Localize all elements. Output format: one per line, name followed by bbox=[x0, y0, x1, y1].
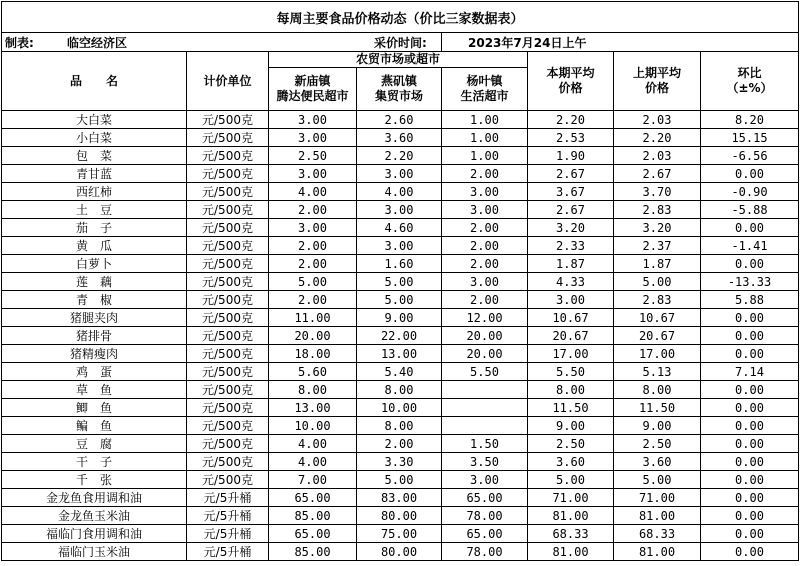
previous-average-cell: 11.50 bbox=[614, 399, 701, 417]
market-3-price-cell: 2.00 bbox=[442, 219, 528, 237]
market-3-price-cell: 5.50 bbox=[442, 363, 528, 381]
header-market-3-line1: 杨叶镇 bbox=[466, 74, 503, 88]
market-3-price-cell: 65.00 bbox=[442, 525, 528, 543]
header-market-2-line2: 集贸市场 bbox=[374, 89, 423, 103]
unit-cell: 元/500克 bbox=[187, 165, 269, 183]
market-2-price-cell: 3.60 bbox=[357, 129, 442, 147]
market-3-price-cell bbox=[442, 381, 528, 399]
change-percent-cell: 0.00 bbox=[701, 327, 799, 345]
change-percent-cell: -13.33 bbox=[701, 273, 799, 291]
market-3-price-cell: 2.00 bbox=[442, 255, 528, 273]
current-average-cell: 68.33 bbox=[528, 525, 614, 543]
item-name-cell: 莲 藕 bbox=[2, 273, 187, 291]
market-3-price-cell: 3.00 bbox=[442, 273, 528, 291]
current-average-cell: 9.00 bbox=[528, 417, 614, 435]
market-2-price-cell: 22.00 bbox=[357, 327, 442, 345]
market-3-price-cell: 1.50 bbox=[442, 435, 528, 453]
table-row bbox=[2, 291, 799, 309]
item-name-cell: 土 豆 bbox=[2, 201, 187, 219]
previous-average-cell: 3.20 bbox=[614, 219, 701, 237]
change-percent-cell: 0.00 bbox=[701, 543, 799, 561]
item-name-cell: 千 张 bbox=[2, 471, 187, 489]
table-body bbox=[2, 111, 799, 561]
market-3-price-cell: 2.00 bbox=[442, 291, 528, 309]
change-percent-cell: 0.00 bbox=[701, 219, 799, 237]
previous-average-cell: 20.67 bbox=[614, 327, 701, 345]
unit-cell: 元/500克 bbox=[187, 309, 269, 327]
market-2-price-cell: 3.30 bbox=[357, 453, 442, 471]
current-average-cell: 5.50 bbox=[528, 363, 614, 381]
item-name-cell: 金龙鱼食用调和油 bbox=[2, 489, 187, 507]
market-2-price-cell: 5.40 bbox=[357, 363, 442, 381]
previous-average-cell: 81.00 bbox=[614, 543, 701, 561]
current-average-cell: 3.00 bbox=[528, 291, 614, 309]
previous-average-cell: 81.00 bbox=[614, 507, 701, 525]
market-2-price-cell: 83.00 bbox=[357, 489, 442, 507]
table-title: 每周主要食品价格动态（价比三家数据表） bbox=[2, 2, 799, 33]
change-percent-cell: 0.00 bbox=[701, 165, 799, 183]
item-name-cell: 茄 子 bbox=[2, 219, 187, 237]
previous-average-cell: 2.67 bbox=[614, 165, 701, 183]
table-row bbox=[2, 327, 799, 345]
collect-time-info bbox=[374, 33, 799, 52]
current-average-cell: 81.00 bbox=[528, 543, 614, 561]
table-row bbox=[2, 489, 799, 507]
market-3-price-cell: 20.00 bbox=[442, 327, 528, 345]
current-average-cell: 2.67 bbox=[528, 165, 614, 183]
item-name-cell: 干 子 bbox=[2, 453, 187, 471]
previous-average-cell: 68.33 bbox=[614, 525, 701, 543]
market-1-price-cell: 7.00 bbox=[269, 471, 357, 489]
change-percent-cell: 0.00 bbox=[701, 255, 799, 273]
change-percent-cell: 0.00 bbox=[701, 525, 799, 543]
market-3-price-cell: 78.00 bbox=[442, 543, 528, 561]
current-average-cell: 2.50 bbox=[528, 435, 614, 453]
market-1-price-cell: 4.00 bbox=[269, 435, 357, 453]
table-row bbox=[2, 255, 799, 273]
unit-cell: 元/5升桶 bbox=[187, 489, 269, 507]
market-1-price-cell: 20.00 bbox=[269, 327, 357, 345]
market-3-price-cell: 1.00 bbox=[442, 111, 528, 129]
table-row bbox=[2, 435, 799, 453]
header-change bbox=[701, 52, 799, 111]
header-market-1-line2: 腾达便民超市 bbox=[276, 89, 349, 103]
unit-cell: 元/500克 bbox=[187, 219, 269, 237]
market-2-price-cell: 3.00 bbox=[357, 201, 442, 219]
unit-cell: 元/500克 bbox=[187, 111, 269, 129]
item-name-cell: 猪排骨 bbox=[2, 327, 187, 345]
unit-cell: 元/5升桶 bbox=[187, 525, 269, 543]
current-average-cell: 2.53 bbox=[528, 129, 614, 147]
market-1-price-cell: 65.00 bbox=[269, 525, 357, 543]
market-1-price-cell: 85.00 bbox=[269, 507, 357, 525]
table-row bbox=[2, 273, 799, 291]
header-market-1-line1: 新庙镇 bbox=[294, 74, 331, 88]
unit-cell: 元/500克 bbox=[187, 327, 269, 345]
item-name-cell: 猪腿夹肉 bbox=[2, 309, 187, 327]
header-current-average bbox=[528, 52, 614, 111]
unit-cell: 元/500克 bbox=[187, 291, 269, 309]
market-1-price-cell: 3.00 bbox=[269, 111, 357, 129]
item-name-cell: 大白菜 bbox=[2, 111, 187, 129]
market-2-price-cell: 80.00 bbox=[357, 543, 442, 561]
previous-average-cell: 5.00 bbox=[614, 471, 701, 489]
market-2-price-cell: 4.00 bbox=[357, 183, 442, 201]
market-1-price-cell: 2.00 bbox=[269, 255, 357, 273]
header-market-group: 农贸市场或超市 bbox=[269, 52, 528, 68]
header-market-2-line1: 燕矶镇 bbox=[380, 74, 417, 88]
table-row bbox=[2, 453, 799, 471]
current-average-cell: 3.20 bbox=[528, 219, 614, 237]
unit-cell: 元/500克 bbox=[187, 363, 269, 381]
item-name-cell: 鸡 蛋 bbox=[2, 363, 187, 381]
market-2-price-cell: 5.00 bbox=[357, 273, 442, 291]
table-row bbox=[2, 543, 799, 561]
market-2-price-cell: 75.00 bbox=[357, 525, 442, 543]
previous-average-cell: 2.50 bbox=[614, 435, 701, 453]
change-percent-cell: 0.00 bbox=[701, 507, 799, 525]
change-percent-cell: 0.00 bbox=[701, 435, 799, 453]
market-1-price-cell: 2.50 bbox=[269, 147, 357, 165]
item-name-cell: 金龙鱼玉米油 bbox=[2, 507, 187, 525]
unit-cell: 元/500克 bbox=[187, 345, 269, 363]
market-1-price-cell: 2.00 bbox=[269, 291, 357, 309]
previous-average-cell: 1.87 bbox=[614, 255, 701, 273]
previous-average-cell: 9.00 bbox=[614, 417, 701, 435]
market-1-price-cell: 10.00 bbox=[269, 417, 357, 435]
item-name-cell: 包 菜 bbox=[2, 147, 187, 165]
unit-cell: 元/500克 bbox=[187, 435, 269, 453]
market-2-price-cell: 5.00 bbox=[357, 291, 442, 309]
unit-cell: 元/500克 bbox=[187, 237, 269, 255]
previous-average-cell: 2.20 bbox=[614, 129, 701, 147]
previous-average-cell: 8.00 bbox=[614, 381, 701, 399]
market-3-price-cell: 1.00 bbox=[442, 147, 528, 165]
change-percent-cell: -6.56 bbox=[701, 147, 799, 165]
market-1-price-cell: 5.60 bbox=[269, 363, 357, 381]
market-3-price-cell bbox=[442, 417, 528, 435]
header-unit: 计价单位 bbox=[187, 52, 269, 111]
current-average-cell: 71.00 bbox=[528, 489, 614, 507]
table-row bbox=[2, 399, 799, 417]
maker-value: 临空经济区 bbox=[67, 35, 128, 50]
change-percent-cell: 0.00 bbox=[701, 309, 799, 327]
current-average-cell: 3.67 bbox=[528, 183, 614, 201]
market-1-price-cell: 18.00 bbox=[269, 345, 357, 363]
current-average-cell: 1.87 bbox=[528, 255, 614, 273]
market-2-price-cell: 10.00 bbox=[357, 399, 442, 417]
header-market-3 bbox=[442, 68, 528, 111]
item-name-cell: 鳊 鱼 bbox=[2, 417, 187, 435]
current-average-cell: 3.60 bbox=[528, 453, 614, 471]
change-percent-cell: 8.20 bbox=[701, 111, 799, 129]
item-name-cell: 福临门玉米油 bbox=[2, 543, 187, 561]
market-2-price-cell: 2.00 bbox=[357, 435, 442, 453]
table-row bbox=[2, 111, 799, 129]
unit-cell: 元/500克 bbox=[187, 255, 269, 273]
current-average-cell: 2.20 bbox=[528, 111, 614, 129]
current-average-cell: 11.50 bbox=[528, 399, 614, 417]
item-name-cell: 福临门食用调和油 bbox=[2, 525, 187, 543]
table-row bbox=[2, 183, 799, 201]
market-3-price-cell: 3.00 bbox=[442, 471, 528, 489]
market-2-price-cell: 4.60 bbox=[357, 219, 442, 237]
change-percent-cell: -1.41 bbox=[701, 237, 799, 255]
header-market-1 bbox=[269, 68, 357, 111]
market-1-price-cell: 5.00 bbox=[269, 273, 357, 291]
current-average-cell: 5.00 bbox=[528, 471, 614, 489]
header-previous-average-line1: 上期平均 bbox=[632, 66, 681, 80]
change-percent-cell: 0.00 bbox=[701, 345, 799, 363]
collect-time-label: 采价时间: bbox=[374, 35, 427, 50]
previous-average-cell: 3.60 bbox=[614, 453, 701, 471]
header-current-average-line1: 本期平均 bbox=[546, 66, 595, 80]
unit-cell: 元/500克 bbox=[187, 273, 269, 291]
market-1-price-cell: 4.00 bbox=[269, 183, 357, 201]
current-average-cell: 10.67 bbox=[528, 309, 614, 327]
market-3-price-cell: 3.00 bbox=[442, 201, 528, 219]
previous-average-cell: 10.67 bbox=[614, 309, 701, 327]
header-change-line1: 环比 bbox=[737, 66, 762, 80]
item-name-cell: 青甘蓝 bbox=[2, 165, 187, 183]
change-percent-cell: 0.00 bbox=[701, 417, 799, 435]
change-percent-cell: -5.88 bbox=[701, 201, 799, 219]
header-previous-average bbox=[614, 52, 701, 111]
table-row bbox=[2, 201, 799, 219]
market-3-price-cell: 20.00 bbox=[442, 345, 528, 363]
market-3-price-cell bbox=[442, 399, 528, 417]
header-name: 品 名 bbox=[2, 52, 187, 111]
table-row bbox=[2, 507, 799, 525]
item-name-cell: 黄 瓜 bbox=[2, 237, 187, 255]
market-1-price-cell: 85.00 bbox=[269, 543, 357, 561]
table-row bbox=[2, 147, 799, 165]
market-1-price-cell: 3.00 bbox=[269, 219, 357, 237]
unit-cell: 元/5升桶 bbox=[187, 543, 269, 561]
change-percent-cell: 15.15 bbox=[701, 129, 799, 147]
unit-cell: 元/500克 bbox=[187, 129, 269, 147]
market-1-price-cell: 11.00 bbox=[269, 309, 357, 327]
market-1-price-cell: 65.00 bbox=[269, 489, 357, 507]
market-2-price-cell: 8.00 bbox=[357, 417, 442, 435]
table-row bbox=[2, 345, 799, 363]
current-average-cell: 4.33 bbox=[528, 273, 614, 291]
table-row bbox=[2, 471, 799, 489]
unit-cell: 元/500克 bbox=[187, 471, 269, 489]
unit-cell: 元/500克 bbox=[187, 381, 269, 399]
change-percent-cell: 0.00 bbox=[701, 453, 799, 471]
header-market-3-line2: 生活超市 bbox=[460, 89, 509, 103]
header-current-average-line2: 价格 bbox=[558, 81, 583, 95]
change-percent-cell: 0.00 bbox=[701, 399, 799, 417]
table-row bbox=[2, 237, 799, 255]
table-row bbox=[2, 219, 799, 237]
item-name-cell: 西红柿 bbox=[2, 183, 187, 201]
current-average-cell: 81.00 bbox=[528, 507, 614, 525]
header-change-line2: （±%） bbox=[726, 81, 773, 95]
table-row bbox=[2, 129, 799, 147]
previous-average-cell: 2.83 bbox=[614, 291, 701, 309]
change-percent-cell: 0.00 bbox=[701, 471, 799, 489]
table-row bbox=[2, 363, 799, 381]
previous-average-cell: 5.00 bbox=[614, 273, 701, 291]
market-2-price-cell: 2.20 bbox=[357, 147, 442, 165]
table-row bbox=[2, 165, 799, 183]
previous-average-cell: 2.37 bbox=[614, 237, 701, 255]
previous-average-cell: 2.03 bbox=[614, 147, 701, 165]
market-3-price-cell: 2.00 bbox=[442, 165, 528, 183]
header-market-2 bbox=[357, 68, 442, 111]
market-1-price-cell: 13.00 bbox=[269, 399, 357, 417]
table-row bbox=[2, 417, 799, 435]
unit-cell: 元/500克 bbox=[187, 399, 269, 417]
market-2-price-cell: 8.00 bbox=[357, 381, 442, 399]
current-average-cell: 1.90 bbox=[528, 147, 614, 165]
unit-cell: 元/500克 bbox=[187, 201, 269, 219]
market-3-price-cell: 1.00 bbox=[442, 129, 528, 147]
current-average-cell: 20.67 bbox=[528, 327, 614, 345]
market-1-price-cell: 2.00 bbox=[269, 237, 357, 255]
item-name-cell: 猪精瘦肉 bbox=[2, 345, 187, 363]
market-3-price-cell: 12.00 bbox=[442, 309, 528, 327]
unit-cell: 元/500克 bbox=[187, 147, 269, 165]
change-percent-cell: -0.90 bbox=[701, 183, 799, 201]
current-average-cell: 2.33 bbox=[528, 237, 614, 255]
change-percent-cell: 0.00 bbox=[701, 489, 799, 507]
unit-cell: 元/500克 bbox=[187, 453, 269, 471]
market-1-price-cell: 3.00 bbox=[269, 165, 357, 183]
market-3-price-cell: 65.00 bbox=[442, 489, 528, 507]
market-2-price-cell: 80.00 bbox=[357, 507, 442, 525]
collect-time-value: 2023年7月24日上午 bbox=[468, 35, 587, 50]
item-name-cell: 青 椒 bbox=[2, 291, 187, 309]
market-3-price-cell: 78.00 bbox=[442, 507, 528, 525]
item-name-cell: 草 鱼 bbox=[2, 381, 187, 399]
previous-average-cell: 2.03 bbox=[614, 111, 701, 129]
market-2-price-cell: 9.00 bbox=[357, 309, 442, 327]
market-1-price-cell: 4.00 bbox=[269, 453, 357, 471]
item-name-cell: 小白菜 bbox=[2, 129, 187, 147]
previous-average-cell: 17.00 bbox=[614, 345, 701, 363]
market-3-price-cell: 2.00 bbox=[442, 237, 528, 255]
current-average-cell: 8.00 bbox=[528, 381, 614, 399]
item-name-cell: 豆 腐 bbox=[2, 435, 187, 453]
change-percent-cell: 5.88 bbox=[701, 291, 799, 309]
change-percent-cell: 0.00 bbox=[701, 381, 799, 399]
unit-cell: 元/500克 bbox=[187, 183, 269, 201]
previous-average-cell: 2.83 bbox=[614, 201, 701, 219]
market-2-price-cell: 1.60 bbox=[357, 255, 442, 273]
market-3-price-cell: 3.50 bbox=[442, 453, 528, 471]
change-percent-cell: 7.14 bbox=[701, 363, 799, 381]
market-2-price-cell: 2.60 bbox=[357, 111, 442, 129]
market-2-price-cell: 3.00 bbox=[357, 165, 442, 183]
price-table bbox=[1, 1, 799, 561]
header-previous-average-line2: 价格 bbox=[644, 81, 669, 95]
table-row bbox=[2, 525, 799, 543]
market-1-price-cell: 2.00 bbox=[269, 201, 357, 219]
item-name-cell: 白萝卜 bbox=[2, 255, 187, 273]
market-3-price-cell: 3.00 bbox=[442, 183, 528, 201]
current-average-cell: 17.00 bbox=[528, 345, 614, 363]
market-2-price-cell: 3.00 bbox=[357, 237, 442, 255]
market-2-price-cell: 13.00 bbox=[357, 345, 442, 363]
previous-average-cell: 71.00 bbox=[614, 489, 701, 507]
maker-label: 制表: bbox=[5, 35, 34, 50]
market-2-price-cell: 5.00 bbox=[357, 471, 442, 489]
table-row bbox=[2, 309, 799, 327]
previous-average-cell: 5.13 bbox=[614, 363, 701, 381]
item-name-cell: 鲫 鱼 bbox=[2, 399, 187, 417]
unit-cell: 元/500克 bbox=[187, 417, 269, 435]
market-1-price-cell: 3.00 bbox=[269, 129, 357, 147]
table-row bbox=[2, 381, 799, 399]
previous-average-cell: 3.70 bbox=[614, 183, 701, 201]
current-average-cell: 2.67 bbox=[528, 201, 614, 219]
unit-cell: 元/5升桶 bbox=[187, 507, 269, 525]
market-1-price-cell: 8.00 bbox=[269, 381, 357, 399]
